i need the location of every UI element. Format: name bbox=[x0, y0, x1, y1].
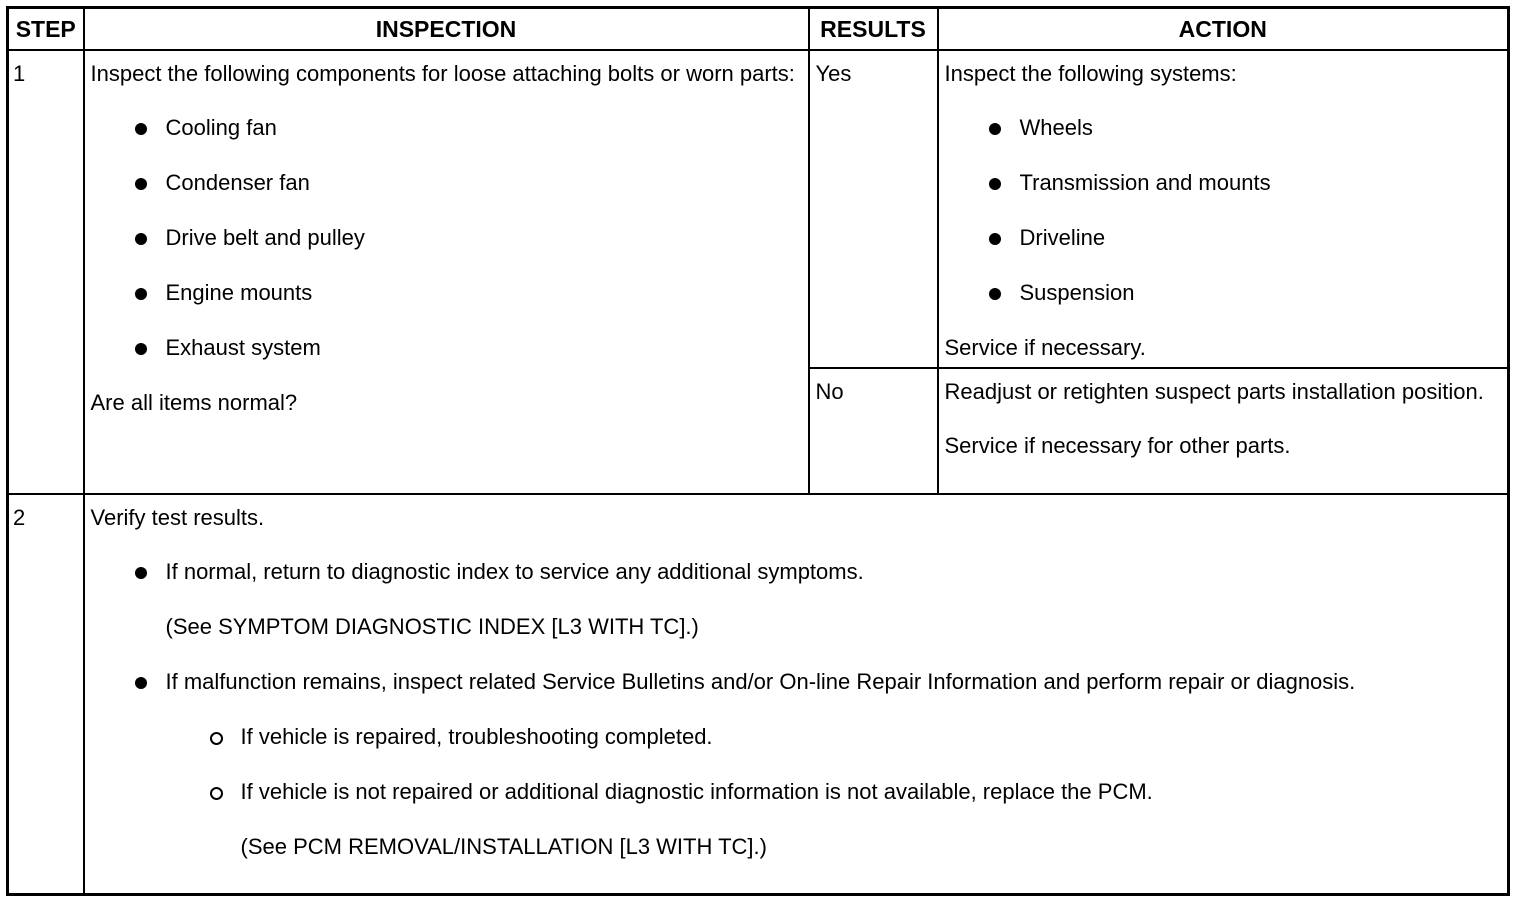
list-item: Engine mounts bbox=[166, 278, 802, 308]
step2-number: 2 bbox=[13, 505, 26, 530]
step2-content-cell bbox=[84, 494, 1509, 895]
list-item bbox=[241, 777, 1502, 862]
step2-list bbox=[91, 557, 1502, 862]
step1-number: 1 bbox=[13, 61, 26, 86]
step1-row-yes bbox=[8, 50, 1509, 368]
step1-action-no-cell bbox=[938, 368, 1509, 494]
diagnostic-table bbox=[6, 6, 1510, 896]
list-item: Transmission and mounts bbox=[1020, 168, 1502, 198]
step1-component-list bbox=[91, 113, 802, 363]
step2-sub2: If vehicle is not repaired or additional diagnostic information is not available, replace the PCM. bbox=[240, 779, 1153, 804]
list-item: Condenser fan bbox=[166, 168, 802, 198]
step1-system-list bbox=[945, 113, 1502, 308]
step2-sub-list bbox=[166, 722, 1502, 862]
step2-sub2-ref: (See PCM REMOVAL/INSTALLATION [L3 WITH TC].) bbox=[240, 834, 767, 859]
hollow-bullet-icon bbox=[210, 787, 223, 800]
step1-result-no-cell bbox=[809, 368, 938, 494]
header-action: ACTION bbox=[938, 8, 1509, 51]
bullet-icon bbox=[135, 677, 147, 689]
list-item bbox=[166, 557, 1502, 642]
step1-no-line1: Readjust or retighten suspect parts installation position. bbox=[944, 379, 1484, 404]
bullet-icon bbox=[989, 288, 1001, 300]
list-item: Suspension bbox=[1020, 278, 1502, 308]
header-inspection: INSPECTION bbox=[84, 8, 809, 51]
bullet-icon bbox=[989, 123, 1001, 135]
list-item: Wheels bbox=[1020, 113, 1502, 143]
list-item bbox=[166, 667, 1502, 862]
step2-bullet1-ref: (See SYMPTOM DIAGNOSTIC INDEX [L3 WITH TC].) bbox=[165, 614, 699, 639]
bullet-icon bbox=[135, 233, 147, 245]
step1-result-no: No bbox=[815, 379, 844, 404]
list-item: Drive belt and pulley bbox=[166, 223, 802, 253]
list-item: Exhaust system bbox=[166, 333, 802, 363]
step2-bullet1: If normal, return to diagnostic index to service any additional symptoms. bbox=[165, 559, 864, 584]
bullet-icon bbox=[135, 178, 147, 190]
step1-number-cell bbox=[8, 50, 84, 494]
step1-no-line2: Service if necessary for other parts. bbox=[944, 433, 1291, 458]
header-row bbox=[8, 8, 1509, 51]
step1-result-yes-cell bbox=[809, 50, 938, 368]
list-item: Cooling fan bbox=[166, 113, 802, 143]
step1-yes-note: Service if necessary. bbox=[944, 335, 1146, 360]
step1-result-yes: Yes bbox=[815, 61, 852, 86]
bullet-icon bbox=[135, 343, 147, 355]
step2-number-cell bbox=[8, 494, 84, 895]
bullet-icon bbox=[989, 178, 1001, 190]
step2-bullet2: If malfunction remains, inspect related Service Bulletins and/or On-line Repair Information and perform repair or diagnosis. bbox=[165, 669, 1356, 694]
step1-question: Are all items normal? bbox=[90, 390, 298, 415]
bullet-icon bbox=[135, 123, 147, 135]
bullet-icon bbox=[135, 288, 147, 300]
list-item: Driveline bbox=[1020, 223, 1502, 253]
step1-inspection-cell bbox=[84, 50, 809, 494]
header-step: STEP bbox=[8, 8, 84, 51]
header-results: RESULTS bbox=[809, 8, 938, 51]
hollow-bullet-icon bbox=[210, 732, 223, 745]
bullet-icon bbox=[135, 567, 147, 579]
step1-inspection-intro: Inspect the following components for loose attaching bolts or worn parts: bbox=[90, 61, 795, 86]
bullet-icon bbox=[989, 233, 1001, 245]
list-item: If vehicle is repaired, troubleshooting completed. bbox=[241, 722, 1502, 752]
step1-yes-intro: Inspect the following systems: bbox=[944, 61, 1237, 86]
step2-intro: Verify test results. bbox=[90, 505, 265, 530]
step1-action-yes-cell bbox=[938, 50, 1509, 368]
step2-row bbox=[8, 494, 1509, 895]
